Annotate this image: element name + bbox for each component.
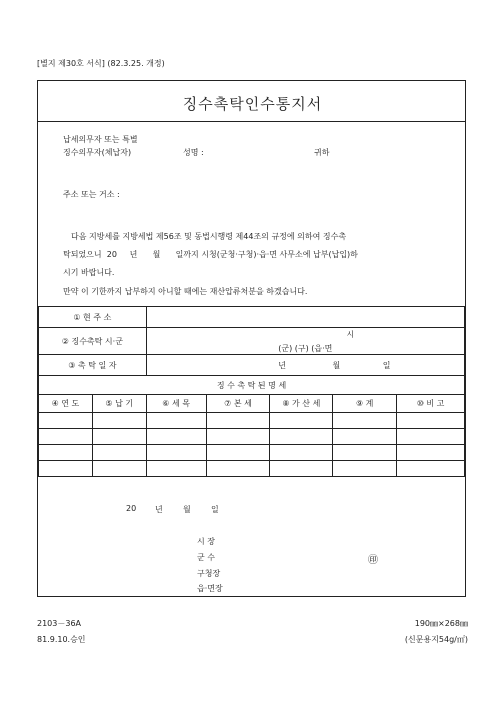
form-code: 2103－36A [37,619,82,628]
official-county-head: 군 수 [197,553,215,562]
document-title: 징수촉탁인수통지서 [182,95,323,113]
issue-day-label: 일 [211,505,219,514]
name-label: 성명 : [183,148,204,157]
city-value-top: 시 [346,329,355,339]
body-line1: 다음 지방세를 지방세법 제56조 및 동법시행령 제44조의 규정에 의하여 징수촉 [71,232,347,241]
col-due: ⑤ 납 기 [92,395,146,413]
table-row [39,445,465,461]
day-label: 일 [382,360,391,370]
col-year: ④ 연 도 [39,395,93,413]
paper-size: 190㎜×268㎜ [414,619,468,628]
seal-icon: ㊞ [368,555,378,566]
request-date-label: ③ 촉 탁 일 자 [39,355,147,376]
column-header-row [39,395,465,413]
section-header: 징 수 촉 탁 된 명 세 [39,376,465,395]
city-value-bottom: (군) (구) (읍·면 [278,343,333,353]
table-row [39,413,465,429]
year-label: 년 [278,360,286,370]
col-remarks: ⑩ 비 고 [397,395,465,413]
approval-date: 81.9.10.승인 [37,635,86,644]
addressee-line1: 납세의무자 또는 특별 [63,135,138,144]
date-row [39,355,465,376]
current-address-value [146,307,464,328]
issue-month-label: 월 [183,505,191,514]
issue-year-label: 년 [155,505,163,514]
section-header-row [39,376,465,395]
table-row [39,461,465,477]
title-divider [38,121,465,122]
honorific: 귀하 [314,148,330,157]
address-row [39,307,465,328]
table-row [39,429,465,445]
official-mayor: 시 장 [197,537,215,546]
detail-table [38,306,465,477]
city-value [146,328,464,355]
col-principal: ⑦ 본 세 [206,395,270,413]
col-tax-item: ⑥ 세 목 [146,395,206,413]
issue-year: 20 [126,504,137,513]
body-line4: 만약 이 기한까지 납부하지 아니할 때에는 재산압류처분을 하겠습니다. [63,287,308,296]
notice-form [37,80,466,597]
col-penalty: ⑧ 가 산 세 [270,395,333,413]
addressee-line2: 징수의무자(체납자) [63,148,132,157]
form-number: [별지 제30호 서식] (82.3.25. 개정) [37,59,165,68]
request-date-value [146,355,464,376]
city-label: ② 징수촉탁 시·군 [39,328,147,355]
official-town-head: 읍·면장 [197,584,223,593]
col-total: ⑨ 계 [333,395,397,413]
current-address-label: ① 현 주 소 [39,307,147,328]
body-line3: 시기 바랍니다. [63,268,115,277]
official-district-head: 구청장 [197,569,221,578]
city-row [39,328,465,355]
address-label: 주소 또는 거소 : [63,190,120,199]
month-label: 월 [332,360,341,370]
body-line2: 탁되었으니 20 년 월 일까지 시청(군청·구청)·읍·면 사무소에 납부(납입)하 [63,250,358,259]
paper-type: (신문용지54g/㎡) [404,635,468,644]
